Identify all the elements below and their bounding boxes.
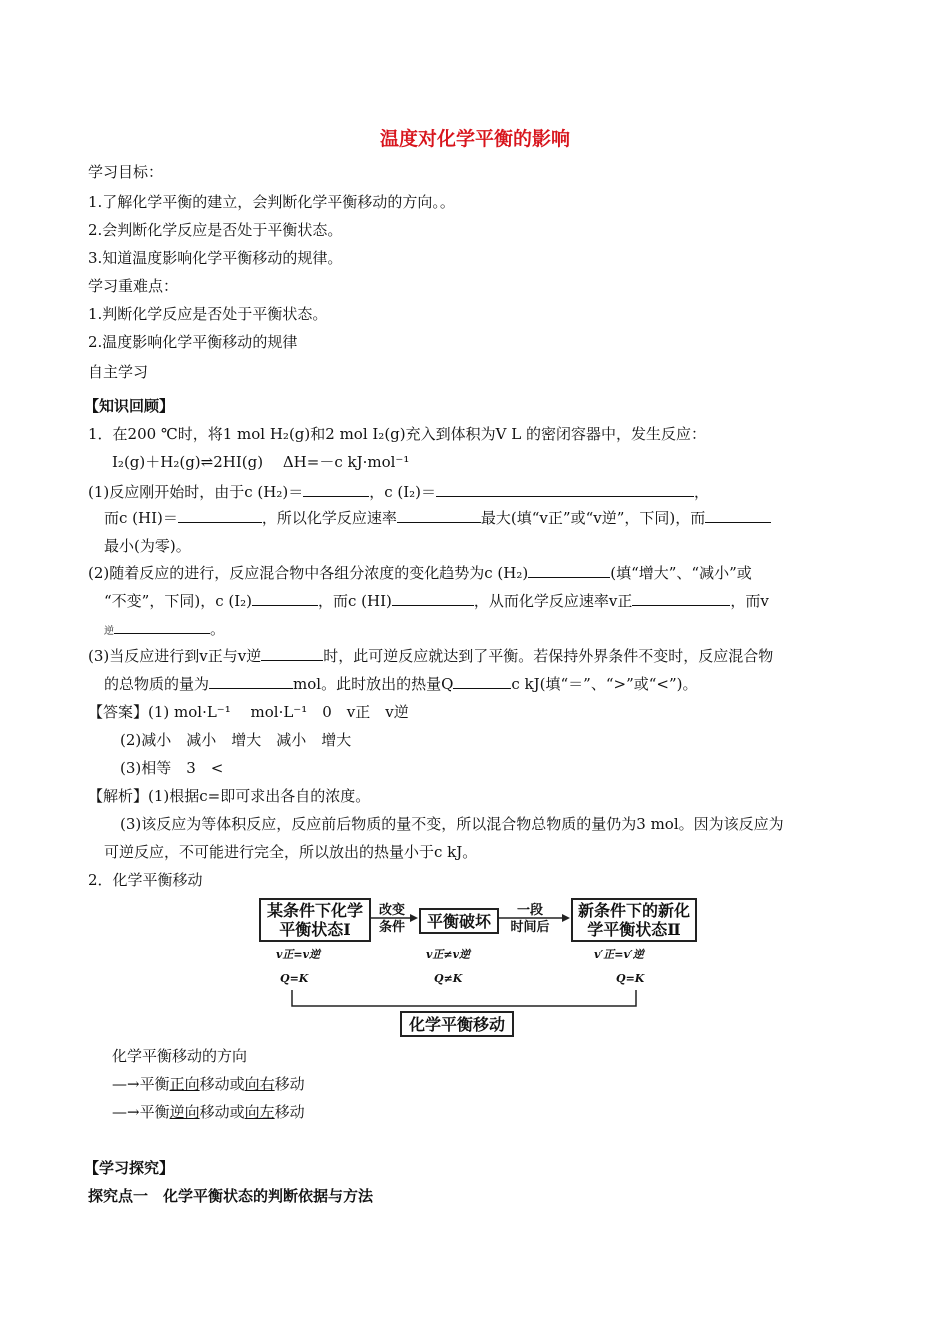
text: 移动 xyxy=(274,1103,305,1121)
text: 移动 xyxy=(274,1075,305,1093)
underlined-term: 向右 xyxy=(244,1075,275,1093)
key-point-2: 2.温度影响化学平衡移动的规律 xyxy=(88,333,298,351)
question-2-heading: 2．化学平衡移动 xyxy=(88,871,203,889)
text: (填“增大”、“减小”或 xyxy=(610,564,752,582)
text: 移动或 xyxy=(199,1075,245,1093)
text: 时，此可逆反应就达到了平衡。若保持外界条件不变时，反应混合物 xyxy=(323,647,774,665)
answer-line-3: (3)相等 3 < xyxy=(120,759,224,777)
analysis-line-2: (3)该反应为等体积反应，反应前后物质的量不变，所以混合物总物质的量仍为3 mol。因为该反应为 xyxy=(120,815,784,833)
objectives-heading: 学习目标： xyxy=(88,163,164,181)
arrow-head-2 xyxy=(562,914,570,922)
text: 移动或 xyxy=(199,1103,245,1121)
analysis-text: (1)根据c=即可求出各自的浓度。 xyxy=(148,787,371,805)
after-time-label: 一段 时间后 xyxy=(510,903,550,935)
change-conditions-label: 改变 条件 xyxy=(378,903,405,935)
explore-heading: 【学习探究】 xyxy=(84,1159,175,1177)
text: ，所以化学反应速率 xyxy=(261,509,397,527)
analysis-line-3: 可逆反应，不可能进行完全，所以放出的热量小于c kJ。 xyxy=(104,843,478,861)
direction-forward xyxy=(112,1074,305,1094)
rate-equal-label: v正=v逆 xyxy=(276,948,320,961)
text: ，而v xyxy=(730,592,769,610)
text: (1)反应刚开始时，由于c (H₂)＝ xyxy=(88,483,304,501)
key-point-1: 1.判断化学反应是否处于平衡状态。 xyxy=(88,305,328,323)
text: (3)当反应进行到v正与v逆 xyxy=(88,647,262,665)
text: 的总物质的量为 xyxy=(104,675,210,693)
review-heading: 【知识回顾】 xyxy=(84,397,175,415)
underlined-term: 正向 xyxy=(169,1075,200,1093)
underlined-term: 向左 xyxy=(244,1103,275,1121)
text: ，而c (HI) xyxy=(318,592,392,610)
q-not-k-label: Q≠K xyxy=(434,972,463,985)
text: 而c (HI)＝ xyxy=(104,509,178,527)
state-1-box: 某条件下化学 平衡状态Ⅰ xyxy=(259,898,371,942)
objective-3: 3.知道温度影响化学平衡移动的规律。 xyxy=(88,249,343,267)
equilibrium-broken-box: 平衡破坏 xyxy=(419,908,499,934)
q-equals-k-label: Q=K xyxy=(280,972,309,985)
objective-2: 2.会判断化学反应是否处于平衡状态。 xyxy=(88,221,343,239)
part-1-line-3: 最小(为零)。 xyxy=(104,537,191,555)
text: ，c (I₂)＝ xyxy=(369,483,437,501)
question-1-intro: 1．在200 ℃时，将1 mol H₂(g)和2 mol I₂(g)充入到体积为V L 的密闭容器中，发生反应： xyxy=(88,425,706,443)
text: —→平衡 xyxy=(112,1075,170,1093)
text: 逆 xyxy=(104,626,114,637)
answer-line-2: (2)减小 减小 增大 减小 增大 xyxy=(120,731,352,749)
rate-unequal-label: v正≠v逆 xyxy=(426,948,470,961)
answer-text: (1) mol·L⁻¹ mol·L⁻¹ 0 v正 v逆 xyxy=(148,703,409,721)
text: c kJ(填“＝”、“>”或“<”)。 xyxy=(511,675,698,693)
text: 。 xyxy=(210,620,226,638)
objective-1: 1.了解化学平衡的建立，会判断化学平衡移动的方向。。 xyxy=(88,193,455,211)
direction-heading: 化学平衡移动的方向 xyxy=(112,1047,248,1065)
reaction-equation: I₂(g)＋H₂(g)⇌2HI(g) ΔH=－c kJ·mol⁻¹ xyxy=(112,453,410,471)
text: (2)随着反应的进行，反应混合物中各组分浓度的变化趋势为c (H₂) xyxy=(88,564,529,582)
underlined-term: 逆向 xyxy=(169,1103,200,1121)
text: ， xyxy=(694,483,710,501)
self-study-label: 自主学习 xyxy=(88,363,149,381)
equilibrium-shift-box: 化学平衡移动 xyxy=(400,1011,514,1037)
text: mol。此时放出的热量Q xyxy=(293,675,454,693)
text: 最大(填“v正”或“v逆”，下同)，而 xyxy=(480,509,706,527)
text: —→平衡 xyxy=(112,1103,170,1121)
answer-label: 【答案】 xyxy=(88,703,149,721)
page-title: 温度对化学平衡的影响 xyxy=(379,128,570,150)
text: ，从而化学反应速率v正 xyxy=(473,592,633,610)
analysis-label: 【解析】 xyxy=(88,787,149,805)
bracket-line xyxy=(292,990,636,1006)
state-2-box: 新条件下的新化 学平衡状态Ⅱ xyxy=(571,898,697,942)
text: “不变”，下同)，c (I₂) xyxy=(104,592,253,610)
key-points-heading: 学习重难点： xyxy=(88,277,179,295)
explore-point-1: 探究点一 化学平衡状态的判断依据与方法 xyxy=(88,1187,374,1205)
new-rate-equal-label: v′正=v′逆 xyxy=(594,948,644,961)
direction-reverse xyxy=(112,1102,305,1122)
q-equals-k-label-2: Q=K xyxy=(616,972,645,985)
